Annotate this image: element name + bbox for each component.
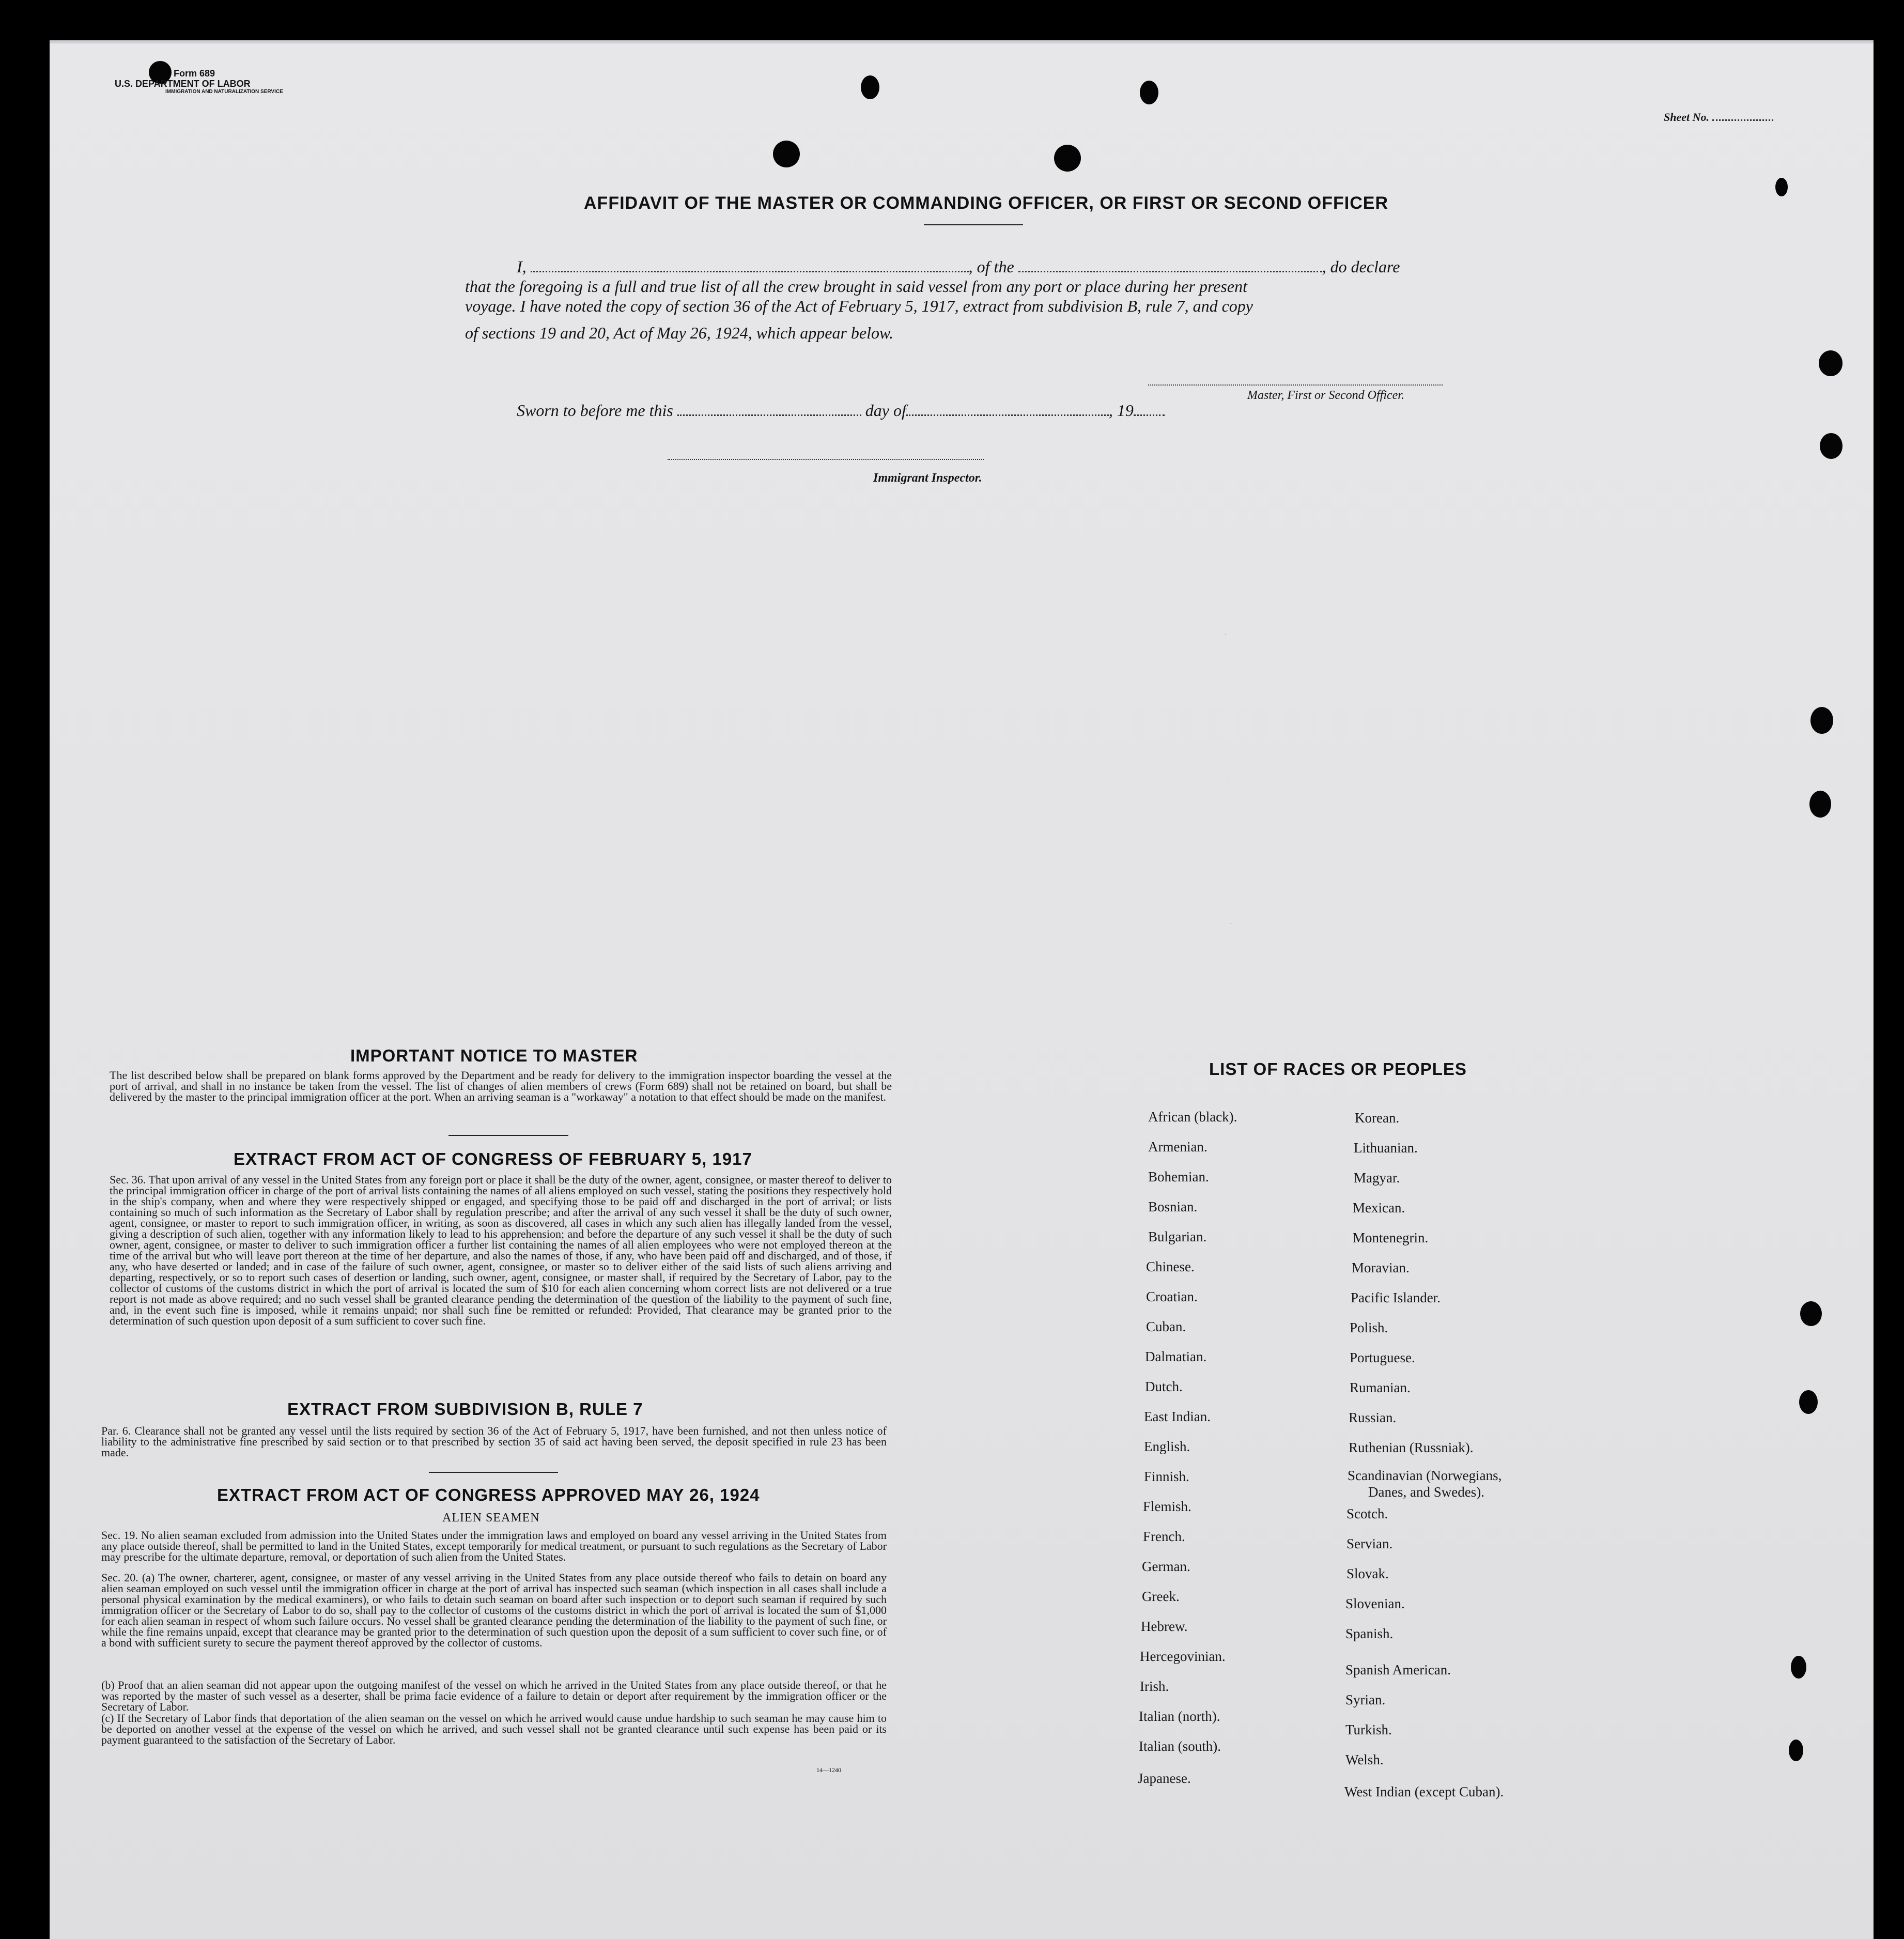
notice-body: The list described below shall be prepared on blank forms approved by the Department and be ready for delivery to the immigration inspector boarding the vessel at the port of arrival, and shall in no instance be taken from the vessel. The list of changes of alien members of crews (Form 689) shall not be retained on board, but shall be delivered by the master to the principal immigration officer at the port. When an arriving seaman is a "workaway" a notation to that effect should be made on the manifest. — [110, 1069, 892, 1103]
race-item: Bohemian. — [1148, 1169, 1209, 1184]
race-item: Irish. — [1140, 1679, 1169, 1694]
races-title: LIST OF RACES OR PEOPLES — [1209, 1059, 1467, 1079]
race-item: Cuban. — [1146, 1319, 1186, 1334]
race-item: Syrian. — [1345, 1692, 1386, 1707]
race-item: Bosnian. — [1148, 1199, 1198, 1214]
extract-1924-sec20b: (b) Proof that an alien seaman did not appear upon the outgoing manifest of the vessel on which he arrived in the United States from any place outside thereof, or that he was reported by the master of such vessel as a deserter, shall be prima facie evidence of a failure to detain or deport after requirement by the immigration officer or the Secretary of Labor. — [101, 1679, 887, 1713]
race-item: Moravian. — [1352, 1260, 1410, 1275]
affidavit-line-4: of sections 19 and 20, Act of May 26, 1924, which appear below. — [465, 324, 893, 342]
race-item: German. — [1142, 1559, 1190, 1574]
race-item: Slovak. — [1346, 1566, 1389, 1581]
divider — [924, 224, 1023, 225]
extract-1917-body: Sec. 36. That upon arrival of any vessel in the United States from any foreign port or place it shall be the duty of the owner, agent, consignee, or master thereof to deliver to the principal immigration officer in charge of the port of arrival lists containing the names of all aliens employed on such vessel, stating the positions they respectively hold in the ship's company, when and where they were respectively shipped or engaged, and specifying those to be paid off and discharged in the port of arrival; or lists containing so much of such information as the Secretary of Labor shall by regulation prescribe; and after the arrival of any such vessel it shall be the duty of such owner, agent, consignee, or master to report to such immigration officer, in writing, as soon as discovered, all cases in which any such alien has illegally landed from the vessel, giving a description of such alien, together with any information likely to lead to his apprehension; and before the departure of any such vessel it shall be the duty of such owner, agent, consignee, or master to deliver to such immigration officer a further list containing the names of all alien employees who were not employed thereon at the time of the arrival but who will leave port thereon at the time of her departure, and also the names of those, if any, who have been paid off and discharged, and of those, if any, who have deserted or landed; and in case of the failure of such owner, agent, consignee, or master so to deliver either of the said lists of such aliens arriving and departing, respectively, or so to report such cases of desertion or landing, such owner, agent, consignee, or master shall, if required by the Secretary of Labor, pay to the collector of customs of the customs district in which the port of arrival is located the sum of $10 for each alien concerning whom correct lists are not delivered or a true report is not made as above required; and no such vessel shall be granted clearance pending the determination of the question of the liability to the payment of such fine, and, in the event such fine is imposed, while it remains unpaid; nor shall such fine be remitted or refunded: Provided, That clearance may be granted prior to the determination of such question upon deposit of a sum sufficient to cover such fine. — [110, 1173, 892, 1327]
sheet-number-label: Sheet No. — [1664, 111, 1773, 124]
punch-hole — [1791, 1656, 1806, 1679]
race-item: Rumanian. — [1350, 1380, 1411, 1395]
race-item: English. — [1144, 1439, 1190, 1454]
race-item: Dutch. — [1145, 1379, 1183, 1394]
race-item: Danes, and Swedes). — [1368, 1484, 1484, 1500]
name-blank[interactable] — [531, 271, 969, 272]
extract-1917-title: EXTRACT FROM ACT OF CONGRESS OF FEBRUARY 5, 1917 — [234, 1149, 752, 1168]
punch-hole — [1140, 81, 1158, 104]
race-item: French. — [1143, 1529, 1185, 1544]
race-item: Flemish. — [1143, 1499, 1191, 1514]
race-item: Chinese. — [1146, 1259, 1195, 1274]
punch-hole — [773, 141, 800, 167]
race-item: Finnish. — [1144, 1469, 1189, 1484]
punch-hole — [1799, 1390, 1818, 1414]
race-item: Ruthenian (Russniak). — [1349, 1440, 1474, 1455]
race-item: Montenegrin. — [1353, 1230, 1429, 1245]
extract-rule7-body: Par. 6. Clearance shall not be granted any vessel until the lists required by section 36 of the Act of February 5, 1917, have been furnished, and not then unless notice of liability to the administrative fine prescribed by said section or to that prescribed by section 35 of said act having been served, the deposit specified in rule 23 has been made. — [101, 1424, 887, 1459]
department-name: U.S. DEPARTMENT OF LABOR — [115, 79, 251, 89]
bleed-through-mark: · — [1230, 920, 1232, 927]
form-sheet — [50, 43, 1874, 1939]
affidavit-line-3: voyage. I have noted the copy of section 36 of the Act of February 5, 1917, extract from subdivision B, rule 7, and copy — [465, 297, 1253, 315]
race-item: Russian. — [1349, 1410, 1397, 1425]
race-item: Greek. — [1142, 1589, 1180, 1604]
race-item: Hercegovinian. — [1140, 1649, 1226, 1664]
race-item: Slovenian. — [1345, 1596, 1405, 1611]
race-item: Mexican. — [1353, 1200, 1405, 1215]
sworn-year-blank[interactable] — [1134, 414, 1165, 416]
signature-caption: Master, First or Second Officer. — [1247, 389, 1404, 402]
race-item: Croatian. — [1146, 1289, 1198, 1304]
extract-1924-sec19: Sec. 19. No alien seaman excluded from admission into the United States under the immigration laws and employed on board any vessel arriving in the United States from any place outside thereof, shall be permitted to land in the United States, except temporarily for medical treatment, or pursuant to such regulations as the Secretary of Labor may prescribe for the ultimate departure, removal, or deportation of such alien from the United States. — [101, 1529, 887, 1563]
punch-hole — [861, 75, 879, 99]
sworn-line: Sworn to before me this day of , 19 — [517, 401, 1165, 420]
race-item: Polish. — [1350, 1320, 1388, 1335]
punch-hole — [1809, 791, 1831, 818]
extract-1924-sec20a: Sec. 20. (a) The owner, charterer, agent, consignee, or master of any vessel arriving in the United States from any place outside thereof who fails to detain on board any alien seaman employed on such vessel until the immigration officer in charge at the port of arrival has inspected such seaman (which inspection in all cases shall include a personal physical examination by the medical examiners), or who fails to detain such seaman on board after such inspection or to deport such seaman if required by such immigration officer or the Secretary of Labor to do so, shall pay to the collector of customs of the customs district in which the port of arrival is located the sum of $1,000 for each alien seaman in respect of whom such failure occurs. No vessel shall be granted clearance pending the determination of the liability to the payment of such fine, or while the fine remains unpaid, except that clearance may be granted prior to the determination of such question upon the deposit of a sum sufficient to cover such fine, or of a bond with sufficient surety to secure the payment thereof approved by the collector of customs. — [101, 1571, 887, 1649]
punch-hole — [1819, 350, 1843, 376]
form-number: Form 689 — [174, 68, 215, 79]
affidavit-line-1: I, , of the , do declare — [517, 257, 1400, 276]
signature-line[interactable] — [1148, 384, 1443, 386]
sworn-date-blank[interactable] — [677, 414, 861, 416]
notice-title: IMPORTANT NOTICE TO MASTER — [350, 1046, 638, 1065]
race-item: Italian (north). — [1139, 1709, 1220, 1724]
affidavit-title: AFFIDAVIT OF THE MASTER OR COMMANDING OFFICER, OR FIRST OR SECOND OFFICER — [584, 193, 1388, 213]
race-item: Turkish. — [1345, 1722, 1392, 1737]
extract-1924-subtitle: ALIEN SEAMEN — [442, 1511, 540, 1525]
sworn-month-blank[interactable] — [906, 414, 1109, 416]
race-item: Italian (south). — [1139, 1738, 1221, 1754]
race-item: Spanish American. — [1345, 1662, 1451, 1678]
punch-hole — [1789, 1740, 1803, 1761]
race-item: West Indian (except Cuban). — [1344, 1784, 1504, 1799]
bleed-through-mark: · — [1225, 630, 1227, 638]
race-item: Hebrew. — [1141, 1619, 1188, 1634]
race-item: Scotch. — [1346, 1506, 1388, 1521]
inspector-caption: Immigrant Inspector. — [873, 471, 982, 485]
race-item: East Indian. — [1144, 1409, 1211, 1424]
race-item: African (black). — [1148, 1109, 1237, 1125]
race-item: Dalmatian. — [1145, 1349, 1207, 1364]
race-item: Portuguese. — [1350, 1350, 1415, 1365]
race-item: Servian. — [1346, 1536, 1393, 1551]
race-item: Pacific Islander. — [1351, 1290, 1441, 1305]
race-item: Welsh. — [1345, 1752, 1384, 1767]
race-item: Spanish. — [1345, 1626, 1394, 1641]
service-name: IMMIGRATION AND NATURALIZATION SERVICE — [165, 89, 283, 95]
divider — [448, 1135, 568, 1136]
extract-rule7-title: EXTRACT FROM SUBDIVISION B, RULE 7 — [287, 1399, 643, 1419]
race-item: Japanese. — [1138, 1771, 1191, 1786]
race-item: Scandinavian (Norwegians, — [1348, 1468, 1502, 1483]
bleed-through-mark: · — [1228, 775, 1230, 782]
punch-hole — [1820, 433, 1843, 459]
vessel-blank[interactable] — [1018, 271, 1322, 272]
extract-1924-sec20c: (c) If the Secretary of Labor finds that deportation of the alien seaman on the vessel on which he arrived would cause undue hardship to such seaman he may cause him to be deported on another vessel at the expense of the vessel on which he arrived, and such vessel shall not be granted clearance until such expense has been paid or its payment guaranteed to the satisfaction of the Secretary of Labor. — [101, 1712, 887, 1746]
race-item: Bulgarian. — [1148, 1229, 1207, 1244]
inspector-signature-line[interactable] — [668, 459, 984, 460]
race-item: Korean. — [1355, 1110, 1400, 1126]
extract-1924-title: EXTRACT FROM ACT OF CONGRESS APPROVED MAY 26, 1924 — [217, 1485, 760, 1504]
punch-hole — [1775, 178, 1788, 196]
punch-hole — [1054, 145, 1081, 172]
punch-hole — [1800, 1301, 1822, 1326]
print-code: 14—1240 — [816, 1766, 841, 1774]
punch-hole — [1810, 707, 1833, 734]
race-item: Lithuanian. — [1354, 1140, 1418, 1156]
affidavit-line-2: that the foregoing is a full and true list of all the crew brought in said vessel from any port or place during her present — [465, 277, 1247, 296]
race-item: Magyar. — [1354, 1170, 1400, 1186]
race-item: Armenian. — [1148, 1139, 1208, 1155]
divider — [429, 1472, 558, 1473]
